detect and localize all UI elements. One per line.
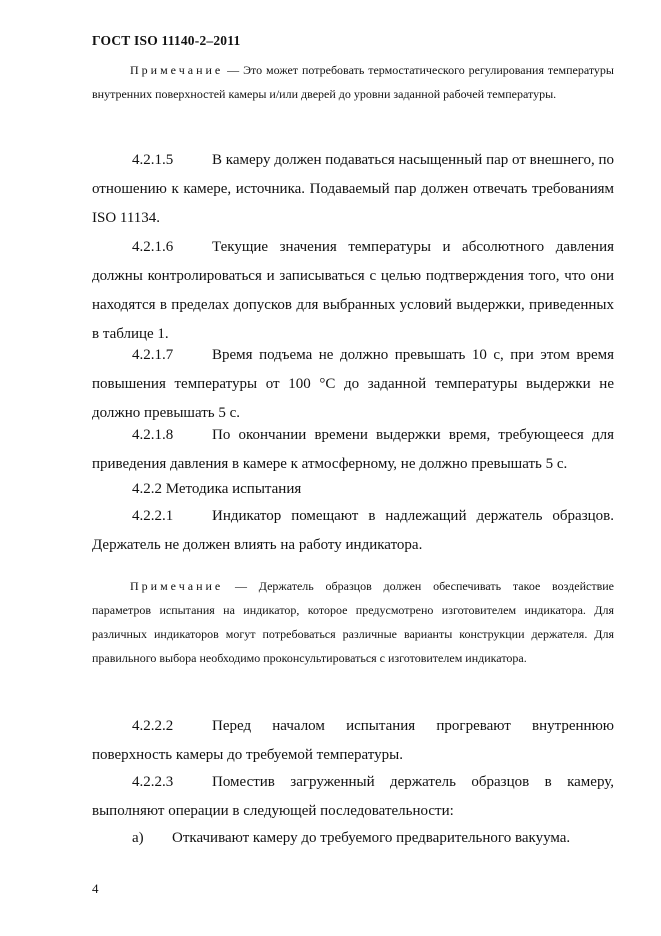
list-item-text: Откачивают камеру до требуемого предварительного вакуума. bbox=[172, 830, 571, 846]
section-4-2-1-5 bbox=[92, 146, 614, 233]
section-text: В камеру должен подаваться насыщенный пар от внешнего, по отношению к камере, источника. Подаваемый пар должен отвечать требованиям ISO 11134. bbox=[92, 152, 614, 226]
section-text: Поместив загруженный держатель образцов в камеру, выполняют операции в следующей последовательности: bbox=[92, 774, 614, 819]
section-number: 4.2.2.1 bbox=[132, 508, 174, 524]
page-number: 4 bbox=[92, 881, 99, 896]
note-1 bbox=[92, 58, 614, 106]
document-header: ГОСТ ISO 11140-2–2011 bbox=[92, 33, 241, 48]
section-number: 4.2.1.7 bbox=[132, 347, 174, 363]
section-4-2-1-6 bbox=[92, 233, 614, 349]
subsection-title bbox=[92, 475, 614, 504]
list-item-label: а) bbox=[132, 830, 144, 846]
section-number: 4.2.1.6 bbox=[132, 239, 174, 255]
list-item-a bbox=[132, 824, 614, 853]
section-4-2-2-3 bbox=[92, 768, 614, 826]
section-text: Текущие значения температуры и абсолютного давления должны контролироваться и записываться с целью подтверждения того, что они находятся в пределах допусков для выбранных условий выдержки, приведенных в таблице 1. bbox=[92, 239, 614, 342]
note-dash: — bbox=[223, 63, 244, 77]
section-4-2-2-1 bbox=[92, 502, 614, 560]
section-number: 4.2.1.5 bbox=[132, 152, 174, 168]
note-dash: — bbox=[223, 579, 259, 593]
section-4-2-2-2 bbox=[92, 712, 614, 770]
section-4-2-1-8 bbox=[92, 421, 614, 479]
section-number: 4.2.1.8 bbox=[132, 427, 174, 443]
subsection-heading: 4.2.2 Методика испытания bbox=[132, 481, 302, 497]
note-label: Примечание bbox=[130, 579, 224, 593]
section-text: Перед началом испытания прогревают внутреннюю поверхность камеры до требуемой температуры. bbox=[92, 718, 614, 763]
section-text: Время подъема не должно превышать 10 с, при этом время повышения температуры от 100 °С до заданной температуры выдержки не должно превышать 5 с. bbox=[92, 347, 614, 421]
section-number: 4.2.2.2 bbox=[132, 718, 174, 734]
note-label: Примечание bbox=[130, 63, 224, 77]
section-text: По окончании времени выдержки время, требующееся для приведения давления в камере к атмосферному, не должно превышать 5 с. bbox=[92, 427, 614, 472]
section-number: 4.2.2.3 bbox=[132, 774, 174, 790]
section-text: Индикатор помещают в надлежащий держатель образцов. Держатель не должен влиять на работу индикатора. bbox=[92, 508, 614, 553]
section-4-2-1-7 bbox=[92, 341, 614, 428]
note-text: Держатель образцов должен обеспечивать такое воздействие параметров испытания на индикатор, которое предусмотрено изготовителем индикатора. Для различных индикаторов могут потребоваться различные варианты конструкции держателя. Для правильного выбора необходимо проконсультироваться с изготовителем индикатора. bbox=[92, 579, 614, 665]
note-text: Это может потребовать термостатического регулирования температуры внутренних поверхностей камеры и/или дверей до уровни заданной рабочей температуры. bbox=[92, 63, 614, 101]
note-2 bbox=[92, 574, 614, 670]
